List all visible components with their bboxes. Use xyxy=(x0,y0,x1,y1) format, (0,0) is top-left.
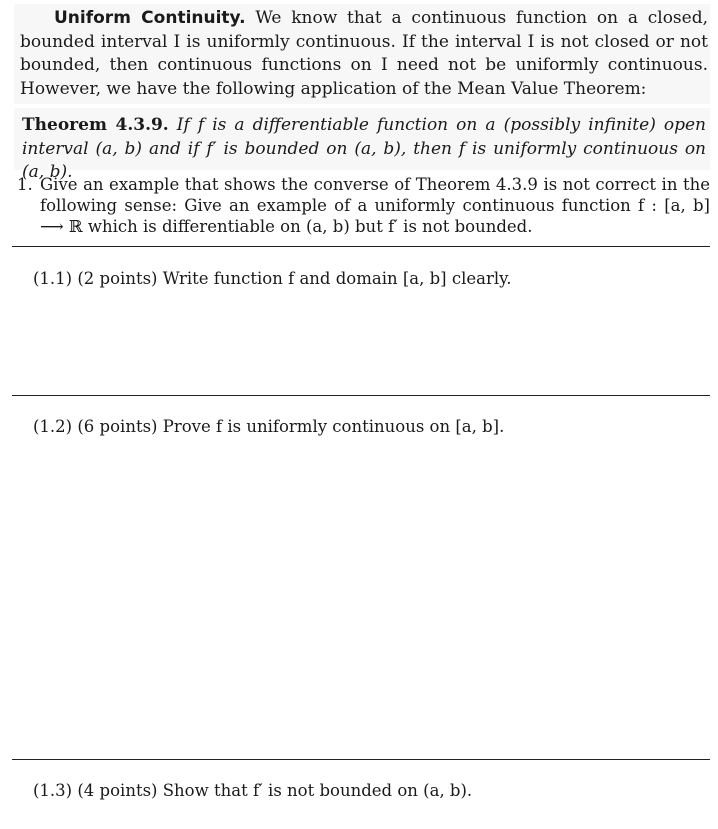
question-number: 1. xyxy=(17,175,33,194)
divider xyxy=(12,759,710,760)
part-1-3 xyxy=(33,780,472,801)
theorem-label: Theorem 4.3.9. xyxy=(22,115,169,135)
intro-paragraph xyxy=(20,7,708,101)
intro-lead: Uniform Continuity. xyxy=(54,8,246,28)
part-points: (6 points) xyxy=(77,417,158,436)
part-1-1 xyxy=(33,268,512,289)
part-label: (1.3) xyxy=(33,781,73,800)
part-points: (4 points) xyxy=(77,781,158,800)
part-text: Write function f and domain [a, b] clearly. xyxy=(162,269,512,288)
divider xyxy=(12,395,710,396)
part-label: (1.2) xyxy=(33,417,73,436)
part-text: Show that f′ is not bounded on (a, b). xyxy=(162,781,473,800)
question-text: Give an example that shows the converse of Theorem 4.3.9 is not correct in the following sense: Give an example of a uniformly continuous function f : [a, b] ⟶ ℝ which is differentiable on (a, b) but f′ is not bounded. xyxy=(40,175,710,236)
intro-text: We know that a continuous function on a closed, bounded interval I is uniformly continuous. If the interval I is not closed or not bounded, then continuous functions on I need not be uniformly continuous. However, we have the following application of the Mean Value Theorem: xyxy=(20,8,708,99)
part-points: (2 points) xyxy=(77,269,158,288)
part-label: (1.1) xyxy=(33,269,73,288)
theorem-statement: If f is a differentiable function on a (possibly infinite) open interval (a, b) and if f′ is bounded on (a, b), then f is uniformly continuous on (a, b). xyxy=(22,115,707,182)
divider xyxy=(12,246,710,247)
question-1 xyxy=(14,174,710,237)
part-text: Prove f is uniformly continuous on [a, b]. xyxy=(162,417,505,436)
part-1-2 xyxy=(33,416,504,437)
